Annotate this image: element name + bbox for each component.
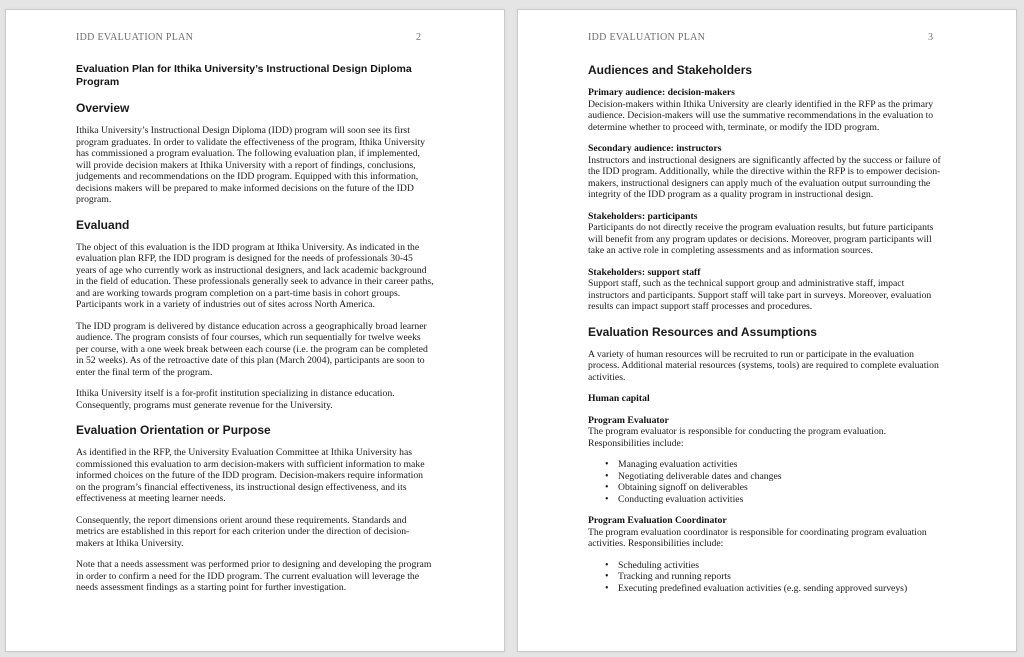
subsection-label: Program Evaluation Coordinator xyxy=(588,515,727,526)
paragraph: Participants do not directly receive the program evaluation results, but future participants will benefit from any program updates or decisions. Moreover, program participants will take an active role in completing assessments and as information sources. xyxy=(588,222,934,256)
subsection-label: Stakeholders: participants xyxy=(588,210,698,222)
section-heading-evaluand: Evaluand xyxy=(76,217,130,232)
paragraph: A variety of human resources will be recruited to run or participate in the evaluation process. Additional material resources (systems, tools) are required to complete evaluation activities. xyxy=(588,348,939,383)
page-number: 2 xyxy=(416,32,421,43)
subsection-human-capital xyxy=(588,393,947,405)
running-head: IDD EVALUATION PLAN xyxy=(76,32,194,43)
paragraph: Support staff, such as the technical support group and administrative staff, impact instructors and participants. Support staff will take part in surveys. Moreover, evaluation results can impact support staff processes and procedures. xyxy=(588,278,932,312)
subsection-label: Program Evaluator xyxy=(588,414,669,426)
paragraph: Instructors and instructional designers are significantly affected by the success or failure of the IDD program. Additionally, while the directive within the RFP is to empower decision-makers, instructional designers can apply much of the evaluation output surrounding the integrity of the IDD program as a quality program in instructional design. xyxy=(588,154,941,200)
paragraph: Consequently, the report dimensions orient around these requirements. Standards and metrics are established in this report for each criterion under the direction of decision-makers at Ithika University. xyxy=(76,514,410,549)
subsection-label: Primary audience: decision-makers xyxy=(588,87,735,98)
subsection-primary-audience xyxy=(588,87,947,133)
subsection-program-evaluation-coordinator xyxy=(588,515,947,550)
section-heading-audiences: Audiences and Stakeholders xyxy=(588,63,753,77)
subsection-stakeholders-participants xyxy=(588,211,947,257)
paragraph: Ithika University’s Instructional Design Diploma (IDD) program will soon see its first program graduates. In order to validate the effectiveness of the program, Ithika University has commissioned a program evaluation. The following evaluation plan, if implemented, will provide decision makers at Ithika University with a report of findings, conclusions, judgements and recommendations on the IDD program. Equipped with this information, decisions makers will be prepared to make informed decisions on the future of the IDD program. xyxy=(76,125,425,205)
subsection-secondary-audience xyxy=(588,143,947,201)
bullet-item: • Scheduling activities xyxy=(618,560,947,572)
page-header xyxy=(76,32,435,44)
bullet-item: • Managing evaluation activities xyxy=(618,459,947,471)
subsection-label: Secondary audience: instructors xyxy=(588,143,722,154)
paragraph: The IDD program is delivered by distance education across a geographically broad learner audience. The program consists of four courses, which run sequentially for twelve weeks per course, with a one week break between each course (i.e. the program can be completed in 52 weeks). As of the retroactive date of this plan (March 2004), participants are soon to enter the final term of the program. xyxy=(76,320,428,378)
subsection-label: Stakeholders: support staff xyxy=(588,266,701,278)
paragraph: The program evaluation coordinator is responsible for coordinating program evaluation activities. Responsibilities include: xyxy=(588,526,927,549)
document-title: Evaluation Plan for Ithika University’s Instructional Design Diploma Program xyxy=(76,63,412,88)
bullet-item: • Executing predefined evaluation activities (e.g. sending approved surveys) xyxy=(618,583,947,595)
subsection-label: Human capital xyxy=(588,393,650,404)
paragraph: The object of this evaluation is the IDD program at Ithika University. As indicated in the evaluation plan RFP, the IDD program is designed for the needs of professionals 30-45 years of age who currently work as instructional designers, and lack academic background in the field of education. These professionals generally seek to advance in their career paths, and are working towards program completion on a part-time basis in cohort groups. Participants work in a variety of industries out of sites across North America. xyxy=(76,241,434,310)
bullet-item: • Obtaining signoff on deliverables xyxy=(618,482,947,494)
page-2 xyxy=(5,9,505,652)
bullet-item: • Tracking and running reports xyxy=(618,571,947,583)
paragraph: As identified in the RFP, the University Evaluation Committee at Ithika University has commissioned this evaluation to arm decision-makers with sufficient information to make informed choices on the future of the IDD program. Decision-makers require information on the program’s financial effectiveness, its instructional design effectiveness, and its effectiveness at meeting learner needs. xyxy=(76,447,425,504)
paragraph: The program evaluator is responsible for conducting the program evaluation. Responsibilities include: xyxy=(588,426,887,449)
bullet-list-evaluator-responsibilities xyxy=(588,459,947,505)
section-heading-overview: Overview xyxy=(76,101,130,115)
page-header xyxy=(588,32,947,44)
bullet-item: • Negotiating deliverable dates and changes xyxy=(618,471,947,483)
section-heading-orientation: Evaluation Orientation or Purpose xyxy=(76,423,271,437)
page-number: 3 xyxy=(928,32,933,43)
running-head: IDD EVALUATION PLAN xyxy=(588,32,706,43)
page-3 xyxy=(517,9,1017,652)
subsection-program-evaluator xyxy=(588,415,947,450)
section-heading-resources: Evaluation Resources and Assumptions xyxy=(588,324,817,339)
bullet-list-coordinator-responsibilities xyxy=(588,560,947,595)
paragraph: Note that a needs assessment was performed prior to designing and developing the program in order to confirm a need for the IDD program. The current evaluation will leverage the needs assessment findings as a starting point for further investigation. xyxy=(76,559,432,593)
bullet-item: • Conducting evaluation activities xyxy=(618,494,947,506)
paragraph: Ithika University itself is a for-profit institution specializing in distance education. Consequently, programs must generate revenue for the University. xyxy=(76,388,395,411)
paragraph: Decision-makers within Ithika University are clearly identified in the RFP as the primary audience. Decision-makers will use the summative recommendations in the evaluation to determine whether to proceed with, terminate, or modify the IDD program. xyxy=(588,98,934,133)
subsection-stakeholders-support-staff xyxy=(588,267,947,313)
